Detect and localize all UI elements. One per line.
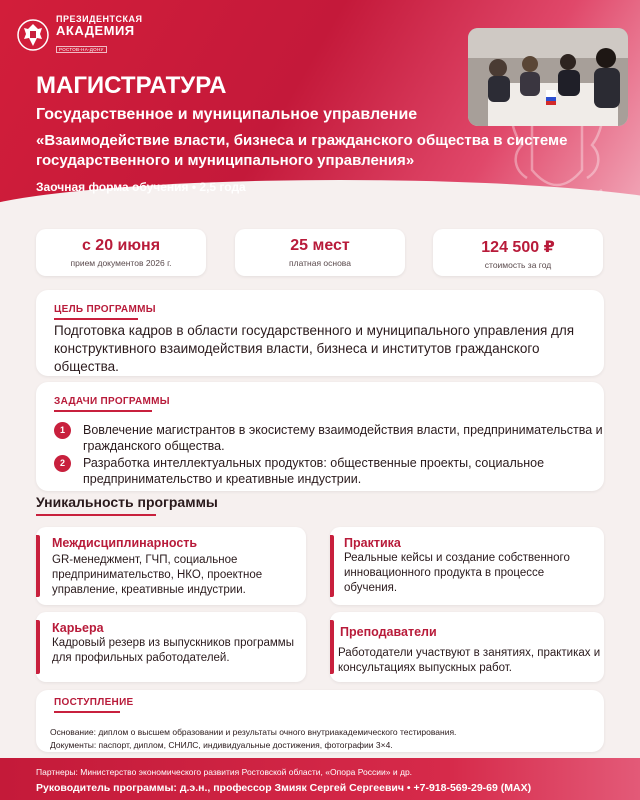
academy-logo — [16, 14, 142, 56]
footer-contact: Руководитель программы: д.э.н., профессор Змияк Сергей Сергеевич • +7-918-569-29-69 (MAX) — [36, 782, 532, 794]
logo-line3: РОСТОВ-НА-ДОНУ — [56, 46, 107, 53]
card-accent-bar — [330, 535, 334, 597]
card-accent-bar — [36, 535, 40, 597]
card-accent-bar — [330, 620, 334, 674]
logo-line1: ПРЕЗИДЕНТСКАЯ — [56, 14, 143, 24]
task-text: Разработка интеллектуальных продуктов: общественные проекты, социальное предпринимательство и креативные индустрии. — [83, 456, 545, 486]
stat-value: 25 мест — [290, 237, 350, 254]
feature-title: Карьера — [52, 621, 104, 635]
task-text: Вовлечение магистрантов в экосистему взаимодействия власти, предпринимательства и гражданского общества. — [83, 423, 603, 453]
feature-title: Преподаватели — [340, 625, 437, 639]
page-title: МАГИСТРАТУРА — [36, 72, 227, 99]
feature-text: Работодатели участвуют в занятиях, практиках и консультациях выпускных работ. — [338, 647, 601, 674]
feature-card-practice — [330, 527, 604, 605]
feature-text: Кадровый резерв из выпускников программы для профильных работодателей. — [52, 637, 294, 664]
stat-card-price — [433, 229, 603, 276]
feature-card-interdisciplinary — [36, 527, 306, 605]
goal-card — [36, 290, 604, 376]
admission-card — [36, 690, 604, 752]
stat-card-places — [235, 229, 405, 276]
goal-heading: ЦЕЛЬ ПРОГРАММЫ — [54, 304, 156, 315]
feature-card-teachers — [330, 612, 604, 682]
task-item — [54, 455, 623, 487]
admission-underline — [54, 711, 120, 713]
admission-heading: ПОСТУПЛЕНИЕ — [54, 697, 134, 708]
stat-caption: платная основа — [289, 258, 351, 268]
feature-card-career — [36, 612, 306, 682]
header-banner — [0, 0, 640, 222]
feature-text: Реальные кейсы и создание собственного инновационного продукта в процессе обучения. — [344, 552, 570, 594]
academy-crest-icon — [16, 17, 50, 53]
feature-title: Междисциплинарность — [52, 536, 198, 550]
admission-basis: Основание: диплом о высшем образовании и результаты очного внутриакадемического тестирования. — [50, 727, 457, 737]
stat-caption: прием документов 2026 г. — [70, 258, 172, 268]
task-number: 2 — [54, 455, 71, 472]
footer-partners: Партнеры: Министерство экономического развития Ростовской области, «Опора России» и др. — [36, 767, 413, 777]
goal-text: Подготовка кадров в области государственного и муниципального управления для конструктивного взаимодействия власти, бизнеса и институтов гражданского общества. — [54, 323, 575, 374]
stat-caption: стоимость за год — [484, 260, 552, 270]
tasks-heading: ЗАДАЧИ ПРОГРАММЫ — [54, 396, 170, 407]
stat-value: 124 500 ₽ — [481, 239, 555, 256]
tasks-underline — [54, 410, 152, 412]
program-direction: Государственное и муниципальное управление — [36, 106, 418, 123]
students-photo-image — [468, 28, 628, 126]
stat-value: с 20 июня — [81, 237, 161, 254]
feature-title: Практика — [344, 536, 401, 550]
uniqueness-underline — [36, 514, 156, 516]
students-photo — [468, 28, 628, 126]
footer-bar — [0, 758, 640, 800]
goal-underline — [54, 318, 138, 320]
study-form: Заочная форма обучения • 2,5 года — [36, 180, 246, 194]
admission-documents: Документы: паспорт, диплом, СНИЛС, индивидуальные достижения, фотографии 3×4. — [50, 740, 393, 750]
task-item — [54, 422, 623, 454]
uniqueness-heading: Уникальность программы — [36, 494, 218, 510]
stat-card-start — [36, 229, 206, 276]
logo-line2: АКАДЕМИЯ — [56, 23, 135, 38]
feature-text: GR-менеджмент, ГЧП, социальное предпринимательство, НКО, проектное управление, креативные индустрии. — [52, 554, 263, 596]
task-number: 1 — [54, 422, 71, 439]
card-accent-bar — [36, 620, 40, 674]
tasks-card — [36, 382, 604, 491]
program-name: «Взаимодействие власти, бизнеса и гражданского общества в системе государственного и муниципального управления» — [36, 132, 568, 169]
